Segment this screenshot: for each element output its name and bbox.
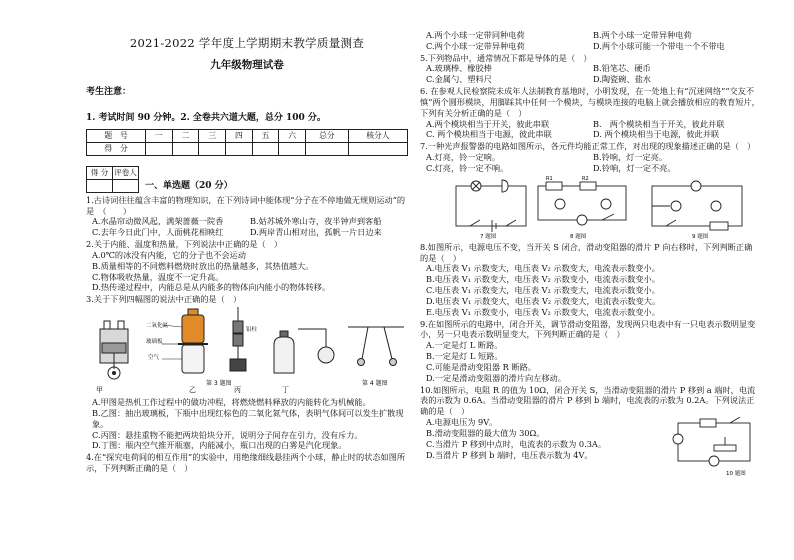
score-cell — [226, 142, 253, 155]
score-table-header-row — [87, 129, 408, 142]
question-1-options-cd — [86, 227, 408, 238]
fig7-caption: 7 题图 — [480, 233, 497, 240]
circuit-8 — [538, 182, 626, 225]
option: D. 两个模块相当于电源，彼此并联 — [593, 129, 720, 140]
fig3-caption: 第 3 题图 — [206, 380, 232, 388]
question-8: 8.如图所示，电源电压不变，当开关 S 闭合，滑动变阻器的滑片 P 向右移时，下列判断正确的是（ ） — [420, 241, 753, 263]
option: B.两个小球一定带异种电荷 — [593, 30, 692, 40]
option: D.两个小球可能一个带电一个不带电 — [593, 40, 725, 51]
fig9-caption: 9 题图 — [692, 233, 709, 240]
section-1-title: 一、单选题（20 分） — [145, 180, 233, 191]
score-cell: 得 分 — [87, 142, 146, 155]
fig8-caption: 8 题图 — [570, 233, 587, 240]
right-column — [420, 30, 760, 477]
question-10-options — [420, 417, 670, 477]
question-1-options-ab — [86, 216, 408, 227]
physics-figures-svg — [86, 307, 408, 395]
option: C.灯亮，铃一定不响。 — [426, 162, 509, 173]
option: C.当滑片 P 移到中点时，电流表的示数为 0.3A。 — [426, 438, 607, 449]
question-10: 10.如图所示，电阻 R 的值为 10Ω，闭合开关 S，当滑动变阻器的滑片 P 移到 a 端时，电流表的示数为 0.6A。当滑动变阻器的滑片 P 移到 b 端时，电流表的示数为 0.2A。下列说法正确的是（ ） — [420, 384, 756, 417]
option: E.电压表 V₁ 示数变小，电压表 V₂ 示数变大，电流表示数变小。 — [426, 306, 660, 317]
score-cell: 题 号 — [87, 129, 146, 142]
question-4-options-ab — [420, 30, 760, 41]
score-cell: 二 — [172, 129, 199, 142]
option: B.滑动变阻器的最大值为 30Ω。 — [426, 427, 545, 438]
option: D.当滑片 P 移到 b 端时，电压表示数为 4V。 — [426, 449, 593, 460]
score-table — [86, 129, 408, 156]
circuit-diagrams-svg — [420, 176, 760, 240]
question-6: 6. 在参观人民检察院未成年人法制教育基地时，小明发现，在一处地上有“沉迷网络”“交友不慎”两个圆形模块，用脚踩其中任何一个模块，与模块连接的电脑上就会播放相应的教育短片，下列有关分析正确的是（ ） — [420, 86, 760, 118]
score-cell: 五 — [252, 129, 279, 142]
option: B.质量相等的不同燃料燃烧时放出的热量越多，其热值越大。 — [92, 260, 314, 271]
label-glass: 玻璃板 — [146, 339, 163, 346]
fig8-r2: R2 — [582, 175, 589, 182]
grader-cell — [87, 179, 113, 192]
engine-figure — [100, 321, 128, 379]
circuit-7 — [456, 180, 526, 232]
option: C.可能是滑动变阻器 R 断路。 — [426, 361, 537, 372]
option: A.灯亮，铃一定响。 — [426, 152, 501, 163]
score-cell: 三 — [199, 129, 226, 142]
fig10-caption: 10 题图 — [726, 471, 746, 478]
label-yi: 乙 — [189, 386, 196, 395]
option: B. 两个模块相当于开关，彼此并联 — [593, 118, 725, 129]
score-cell: 四 — [226, 129, 253, 142]
label-ding: 丁 — [282, 386, 289, 395]
option: B.姑苏城外寒山寺，夜半钟声到客船 — [250, 216, 382, 227]
score-cell — [252, 142, 279, 155]
hanging-balls-figure — [348, 327, 404, 366]
option: B.铅笔芯、硬币 — [593, 63, 651, 74]
option: C.去年今日此门中，人面桃花相映红 — [92, 227, 224, 238]
option: A.水晶帘动微风起，满架蔷薇一院香 — [92, 216, 224, 227]
question-5: 5.下列物品中，通常情况下都是导体的是（ ） — [420, 52, 592, 63]
option: C.丙图：悬挂重物不能把两块铅块分开，说明分子间存在引力，没有斥力。 — [92, 429, 363, 440]
option: B.电压表 V₁ 示数变大，电压表 V₂ 示数变小，电流表示数变小。 — [426, 274, 660, 285]
section-1-header — [86, 166, 408, 193]
question-3-figures — [86, 307, 408, 395]
grader-cell: 得 分 — [87, 166, 113, 179]
label-air: 空气 — [148, 355, 160, 362]
score-cell: 总分 — [305, 129, 348, 142]
question-6-options-cd — [420, 129, 760, 140]
grader-table — [86, 166, 139, 193]
score-cell: 一 — [146, 129, 173, 142]
option: D.陶瓷碗、盐水 — [593, 74, 651, 85]
score-cell — [199, 142, 226, 155]
option: C. 两个模块相当于电源，彼此串联 — [426, 129, 552, 140]
option: B.铃响，灯一定亮。 — [593, 152, 668, 163]
notice-label: 考生注意： — [86, 87, 132, 98]
circuit-10 — [673, 417, 750, 466]
score-cell: 核分人 — [348, 129, 407, 142]
grader-cell — [113, 179, 139, 192]
score-cell — [305, 142, 348, 155]
score-cell — [348, 142, 407, 155]
score-cell — [279, 142, 306, 155]
option: C.两个小球一定带异种电荷 — [426, 40, 525, 51]
score-cell: 六 — [279, 129, 306, 142]
option: A.两个模块相当于开关，彼此串联 — [426, 118, 550, 129]
circuit-9 — [652, 181, 742, 230]
label-bing: 丙 — [234, 386, 241, 395]
option: C.物体吸收热量，温度不一定升高。 — [92, 271, 224, 282]
question-7-options-cd — [420, 163, 760, 174]
question-9: 9.在如图所示的电路中，闭合开关，调节滑动变阻器，发现两只电表中有一只电表示数明显变小，另一只电表示数明显变大，下列判断正确的是（ ） — [420, 318, 756, 340]
option: D.热传递过程中，内能总是从内能多的物体向内能小的物体转移。 — [92, 282, 331, 293]
grader-cell: 评卷人 — [113, 166, 139, 179]
label-jia: 甲 — [96, 386, 103, 395]
option: A.电压表 V₁ 示数变大，电压表 V₂ 示数变大，电流表示数变小。 — [426, 263, 660, 274]
exam-title: 2021-2022 学年度上学期期末教学质量测查 — [129, 36, 365, 50]
score-table-score-row — [87, 142, 408, 155]
flask-figure — [274, 329, 334, 373]
option: A.甲图是热机工作过程中的做功冲程，将燃烧燃料释放的内能转化为机械能。 — [92, 397, 371, 408]
option: B.一定是灯 L 短路。 — [426, 351, 503, 362]
circuit-10-svg — [670, 417, 760, 477]
question-7-options-ab — [420, 152, 760, 163]
circuit-figures — [420, 176, 760, 240]
option: C.电压表 V₁ 示数变大，电压表 V₂ 示数变大，电流表示数变小。 — [426, 285, 660, 296]
left-column — [86, 36, 408, 474]
lead-blocks-figure — [230, 307, 246, 371]
option: D.两岸青山相对出，孤帆一片日边来 — [250, 227, 382, 238]
question-7: 7.一种光声报警器的电路如图所示，各元件均能正常工作，对出现的现象描述正确的是（ ） — [420, 141, 756, 152]
option: D.一定是滑动变阻器的滑片向左移动。 — [426, 372, 566, 383]
option: C.金属勺、塑料尺 — [426, 74, 492, 85]
option: A.0℃的冰没有内能，它的分子也不会运动 — [92, 249, 246, 260]
question-6-options-ab — [420, 119, 760, 130]
question-4: 4.在“探究电荷间的相互作用”的实验中，用绝缘细线悬挂两个小球，静止时的状态如图所示，下列判断正确的是（ ） — [86, 452, 406, 474]
option: A.两个小球一定带同种电荷 — [426, 30, 525, 40]
label-no2: 二氧化氮 — [146, 323, 169, 330]
option: A.玻璃棒、橡胶棒 — [426, 63, 492, 74]
option: B.乙图：抽出玻璃板，下瓶中出现红棕色的二氧化氮气体，表明气体间可以发生扩散现象。 — [92, 407, 404, 429]
fig8-r1: R1 — [546, 175, 553, 182]
option: D.铃响，灯一定不亮。 — [593, 162, 676, 173]
option: A.电源电压为 9V。 — [426, 417, 498, 428]
question-10-body — [420, 417, 760, 477]
bottles-figure — [162, 309, 208, 373]
question-5-options-ab — [420, 63, 760, 74]
notice-line-1: 1. 考试时间 90 分钟。2. 全卷共六道大题，总分 100 分。 — [86, 112, 326, 123]
fig4-caption: 第 4 题图 — [362, 380, 388, 388]
question-2: 2.关于内能、温度和热量，下列说法中正确的是（ ） — [86, 239, 283, 250]
score-cell — [172, 142, 199, 155]
question-1: 1.古诗词往往蕴含丰富的物理知识，在下列诗词中能体现“分子在不停地做无规则运动”的是 （ ） — [86, 194, 406, 216]
label-lead: 铅柱 — [246, 327, 258, 334]
question-5-options-cd — [420, 74, 760, 85]
option: D.电压表 V₁ 示数变大，电压表 V₂ 示数变大，电流表示数变大。 — [426, 295, 661, 306]
option: A.一定是灯 L 断路。 — [426, 340, 503, 351]
exam-subtitle: 九年级物理试卷 — [210, 59, 284, 72]
option: D.丁图：瓶内空气推开瓶塞，内能减小，瓶口出现的白雾是汽化现象。 — [92, 440, 347, 451]
score-cell — [146, 142, 173, 155]
question-3: 3.关于下列四幅图的说法中正确的是（ ） — [86, 294, 242, 305]
question-4-options-cd — [420, 41, 760, 52]
